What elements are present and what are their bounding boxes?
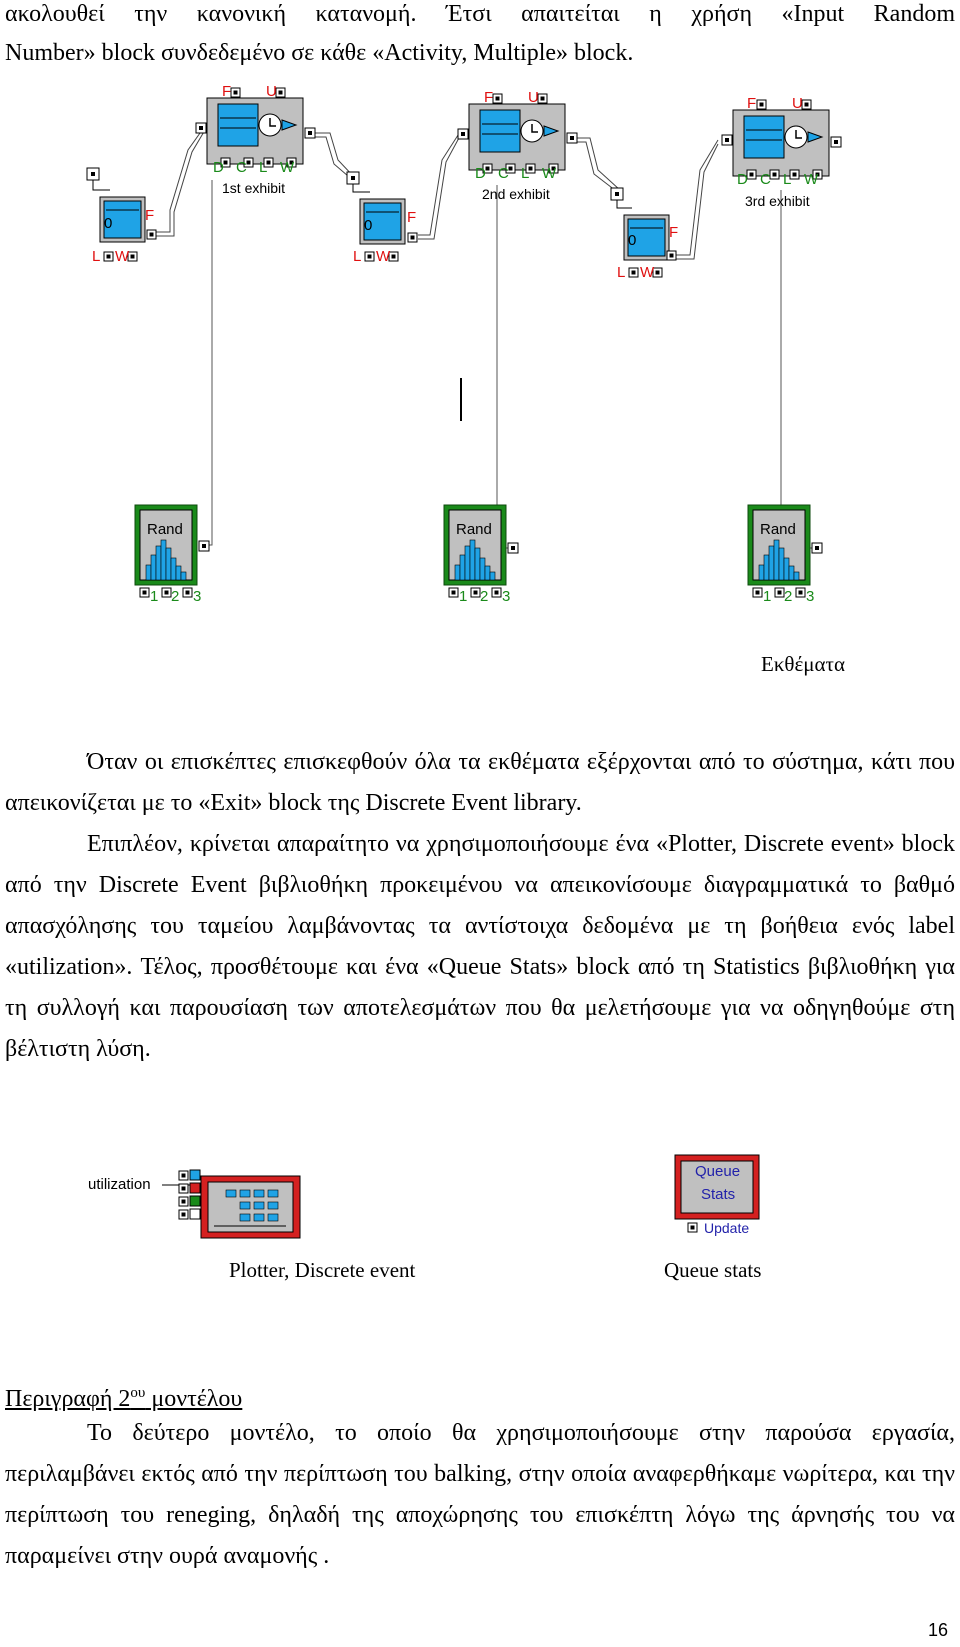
act2-port-u: U bbox=[528, 89, 539, 106]
activity-1-label: 1st exhibit bbox=[222, 180, 286, 196]
queue-stats-caption: Queue stats bbox=[664, 1258, 762, 1282]
rand1-port-3: 3 bbox=[193, 588, 202, 605]
rand2-port-3: 3 bbox=[502, 588, 511, 605]
plotter-caption: Plotter, Discrete event bbox=[229, 1258, 416, 1282]
act3-port-w: W bbox=[804, 171, 819, 188]
activity-block-3 bbox=[722, 100, 841, 179]
rand-block-3 bbox=[748, 505, 822, 597]
act3-port-l: L bbox=[783, 171, 792, 188]
act2-port-f: F bbox=[484, 89, 494, 106]
rand2-port-1: 1 bbox=[459, 588, 468, 605]
queue1-port-f: F bbox=[145, 207, 155, 224]
queue-stats-line1: Queue bbox=[695, 1163, 741, 1180]
act1-port-d: D bbox=[213, 159, 224, 176]
act1-port-c: C bbox=[236, 159, 247, 176]
paragraph-exit: Όταν οι επισκέπτες επισκεφθούν όλα τα εκθέματα εξέρχονται από το σύστημα, κάτι που απεικονίζεται με το «Exit» block της Discrete Event library. bbox=[5, 749, 955, 816]
queue3-port-f: F bbox=[669, 224, 679, 241]
queue3-port-w: W bbox=[640, 264, 655, 281]
rand-1-label: Rand bbox=[147, 521, 183, 538]
rand-block-2 bbox=[444, 505, 518, 597]
queue3-value: 0 bbox=[628, 232, 637, 249]
act3-port-c: C bbox=[760, 171, 771, 188]
rand-3-label: Rand bbox=[760, 521, 796, 538]
act1-port-w: W bbox=[280, 159, 295, 176]
activity-2-label: 2nd exhibit bbox=[482, 186, 550, 202]
act2-port-l: L bbox=[521, 165, 530, 182]
act1-port-f: F bbox=[222, 83, 232, 100]
act3-port-f: F bbox=[747, 95, 757, 112]
queue2-value: 0 bbox=[364, 217, 373, 234]
figure1-caption: Εκθέματα bbox=[761, 652, 845, 676]
section-heading: Περιγραφή $2^{o\upsilon}$ μοντέλου bbox=[5, 1385, 243, 1412]
rand1-port-1: 1 bbox=[150, 588, 159, 605]
rand3-port-2: 2 bbox=[784, 588, 793, 605]
queue3-port-l: L bbox=[617, 264, 626, 281]
paragraph-plotter: Επιπλέον, κρίνεται απαραίτητο να χρησιμοποιήσουμε ένα «Plotter, Discrete event» block από την Discrete Event βιβλιοθήκη προκειμένου να απεικονίσουμε διαγραμματικά το βαθμό απασχόλησης του ταμείου λαμβάνοντας τα αντίστοιχα δεδομένα με τη βοήθεια ενός label «utilization». Τέλος, προσθέτουμε και ένα «Queue Stats» block από τη Statistics βιβλιοθήκη για τη συλλογή και παρουσίαση των αποτελεσμάτων που θα μελετήσουμε για να οδηγηθούμε στη βέλτιστη λύση. bbox=[5, 831, 955, 1062]
rand-2-label: Rand bbox=[456, 521, 492, 538]
queue2-port-l: L bbox=[353, 248, 362, 265]
queue1-port-l: L bbox=[92, 248, 101, 265]
rand3-port-3: 3 bbox=[806, 588, 815, 605]
utilization-label: utilization bbox=[88, 1176, 151, 1193]
act1-port-l: L bbox=[259, 159, 268, 176]
act2-port-c: C bbox=[498, 165, 509, 182]
act2-port-d: D bbox=[475, 165, 486, 182]
activity-3-label: 3rd exhibit bbox=[745, 193, 810, 209]
queue-stats-update: Update bbox=[704, 1220, 750, 1236]
rand3-port-1: 1 bbox=[763, 588, 772, 605]
queue1-value: 0 bbox=[104, 215, 113, 232]
queue1-port-w: W bbox=[115, 248, 130, 265]
paragraph-second-model: Το δεύτερο μοντέλο, το οποίο θα χρησιμοποιήσουμε στην παρούσα εργασία, περιλαμβάνει εκτός από την περίπτωση του balking, στην οποία αναφερθήκαμε νωρίτερα, και την περίπτωση του reneging, δηλαδή της αποχώρησης του επισκέπτη λόγω της άρνησής του να παραμείνει στην ουρά αναμονής . bbox=[5, 1420, 955, 1569]
act3-port-d: D bbox=[737, 171, 748, 188]
act1-port-u: U bbox=[266, 83, 277, 100]
act2-port-w: W bbox=[542, 165, 557, 182]
act3-port-u: U bbox=[792, 95, 803, 112]
paragraph-intro-line2: Number» block συνδεδεμένο σε κάθε «Activity, Multiple» block. bbox=[5, 40, 634, 66]
rand1-port-2: 2 bbox=[171, 588, 180, 605]
rand2-port-2: 2 bbox=[480, 588, 489, 605]
paragraph-intro-line1: ακολουθεί την κανονική κατανομή. Έτσι απαιτείται η χρήση «Input Random bbox=[5, 1, 955, 27]
activity-block-2 bbox=[458, 94, 577, 173]
page-number: 16 bbox=[927, 1620, 948, 1640]
rand-block-1 bbox=[135, 505, 209, 597]
activity-block-1 bbox=[196, 88, 315, 167]
queue2-port-f: F bbox=[407, 209, 417, 226]
queue-stats-line2: Stats bbox=[701, 1186, 736, 1203]
plotter-block bbox=[162, 1170, 300, 1238]
queue2-port-w: W bbox=[376, 248, 391, 265]
